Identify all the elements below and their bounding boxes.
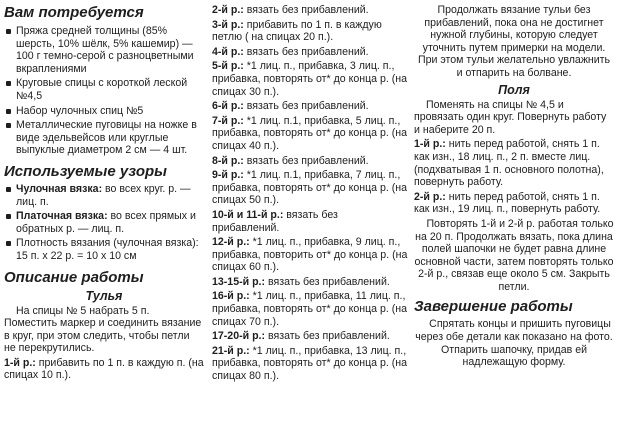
row-label: 6-й р.: xyxy=(212,100,244,113)
crown-row xyxy=(212,330,408,343)
row-label: 7-й р.: xyxy=(212,114,244,127)
row-text: вязать без прибавлений. xyxy=(243,100,369,113)
row-label: 21-й р.: xyxy=(212,344,250,357)
pattern-label: Платочная вязка: xyxy=(16,210,108,223)
row-label: 17-20-й р.: xyxy=(212,330,266,343)
row-text: вязать без прибавлений. xyxy=(265,330,390,343)
row-text: прибавить по 1 п. в каждую п. (на спицах 10 п.). xyxy=(4,356,204,382)
row-text: *1 лиц. п., прибавка, 3 лиц. п., прибавка, повторять от* до конца р. (на спицах 30 п.). xyxy=(212,60,408,98)
pattern-item xyxy=(4,210,204,235)
row-text: вязать без прибавлений. xyxy=(243,45,369,58)
row-label: 9-й р.: xyxy=(212,169,244,182)
crown-row xyxy=(212,46,408,59)
crown-row xyxy=(212,236,408,274)
material-item: Металлические пуговицы на ножке в виде эдельвейсов или круглые выпуклые диаметром 2 см — 4 шт. xyxy=(4,119,204,157)
pattern-item xyxy=(4,183,204,208)
row-label: 1-й р.: xyxy=(414,138,446,151)
row-label: 1-й р.: xyxy=(4,356,36,369)
crown-row xyxy=(212,169,408,207)
brim-row-2 xyxy=(414,191,614,216)
crown-row xyxy=(212,209,408,234)
row-text: вязать без прибавлений. xyxy=(265,275,390,288)
row-label: 4-й р.: xyxy=(212,45,244,58)
crown-row xyxy=(212,60,408,98)
row-text: нить перед работой, снять 1 п. как изн., 18 лиц. п., 2 п. вместе лиц. (подхватывая 1 п. основного полотна), повернуть работу. xyxy=(414,138,604,189)
column-right xyxy=(414,0,614,369)
crown-row-1 xyxy=(4,357,204,382)
crown-row xyxy=(212,290,408,328)
crown-end: Продолжать вязание тульи без прибавлений, пока она не достигнет нужной глубины, которую следует уточнить путем примерки на модели. При этом тульи желательно увлажнить и отпарить на болване. xyxy=(417,4,611,79)
crown-row xyxy=(212,345,408,383)
row-label: 2-й р.: xyxy=(414,190,446,203)
row-text: вязать без прибавлений. xyxy=(243,154,369,167)
crown-row xyxy=(212,276,408,289)
brim-row-1 xyxy=(414,138,614,188)
finish-text: Спрятать концы и пришить пуговицы через обе детали как показано на фото. Отпарить шапочку, придав ей надлежащую форму. xyxy=(415,318,613,369)
crown-row xyxy=(212,115,408,153)
crown-row xyxy=(212,100,408,113)
row-label: 8-й р.: xyxy=(212,154,244,167)
row-text: *1 лиц. п.1, прибавка, 5 лиц. п., прибавка, повторять от* до конца р. (на спицах 40 п.). xyxy=(212,114,408,152)
row-label: 16-й р.: xyxy=(212,290,250,303)
column-middle xyxy=(212,0,408,383)
row-text: *1 лиц. п., прибавка, 9 лиц. п., прибавка, повторить от* до конца р. (на спицах 60 п.). xyxy=(212,236,408,274)
row-label: 2-й р.: xyxy=(212,4,244,16)
heading-materials: Вам потребуется xyxy=(4,4,144,21)
crown-row xyxy=(212,19,408,44)
column-left xyxy=(4,0,204,382)
material-item: Круговые спицы с короткой леской №4,5 xyxy=(4,77,204,102)
material-item: Набор чулочных спиц №5 xyxy=(4,105,204,118)
pattern-text: во всех круг. р. — лиц. п. xyxy=(16,182,191,208)
material-item: Пряжа средней толщины (85% шерсть, 10% шёлк, 5% кашемир) — 100 г темно-серой с разноцветными вкраплениями xyxy=(4,25,204,75)
row-text: *1 лиц. п., прибавка, 11 лиц. п., прибавка, повторять от* до конца р. (на спицах 70 п.). xyxy=(212,290,408,328)
pattern-label: Чулочная вязка: xyxy=(16,182,103,195)
subheading-brim: Поля xyxy=(498,82,530,97)
heading-description: Описание работы xyxy=(4,268,144,286)
row-text: прибавить по 1 п. в каждую петлю ( на спицах 20 п.). xyxy=(212,18,382,44)
crown-row xyxy=(212,155,408,168)
row-label: 10-й и 11-й р.: xyxy=(212,208,284,221)
row-label: 12-й р.: xyxy=(212,236,250,249)
row-text: *1 лиц. п., прибавка, 13 лиц. п., прибавка, повторять от* до конца р. (на спицах 80 п.). xyxy=(212,344,408,383)
pattern-text: во всех прямых и обратных р. — лиц. п. xyxy=(16,210,196,235)
row-label: 13-15-й р.: xyxy=(212,275,266,288)
crown-intro: На спицы № 5 набрать 5 п. Поместить маркер и соединить вязание в круг, при этом следить, чтобы петли не перекрутились. xyxy=(4,304,202,355)
subheading-crown: Тулья xyxy=(85,288,123,303)
row-text: *1 лиц. п.1, прибавка, 7 лиц. п., прибавка, повторять от* до конца р. (на спицах 50 п.). xyxy=(212,169,408,207)
heading-patterns: Используемые узоры xyxy=(4,162,167,180)
row-text: нить перед работой, снять 1 п. как изн., 19 лиц. п., повернуть работу. xyxy=(414,190,601,216)
row-text: вязать без прибавлений. xyxy=(212,208,338,234)
brim-repeat: Повторять 1-й и 2-й р. работая только на 20 п. Продолжать вязать, пока длина полей шапочки не будет равна длине основной части, затем повторять только 2-й р., связав еще около 5 см. Закрыть петли. xyxy=(414,217,614,293)
brim-intro: Поменять на спицы № 4,5 и провязать один круг. Повернуть работу и наберите 20 п. xyxy=(414,98,607,136)
row-text: вязать без прибавлений. xyxy=(243,4,369,16)
heading-finish: Завершение работы xyxy=(414,298,573,316)
density-item: Плотность вязания (чулочная вязка): 15 п. x 22 р. = 10 x 10 см xyxy=(4,237,204,262)
row-label: 5-й р.: xyxy=(212,60,244,73)
row-label: 3-й р.: xyxy=(212,18,244,31)
crown-row xyxy=(212,4,408,17)
